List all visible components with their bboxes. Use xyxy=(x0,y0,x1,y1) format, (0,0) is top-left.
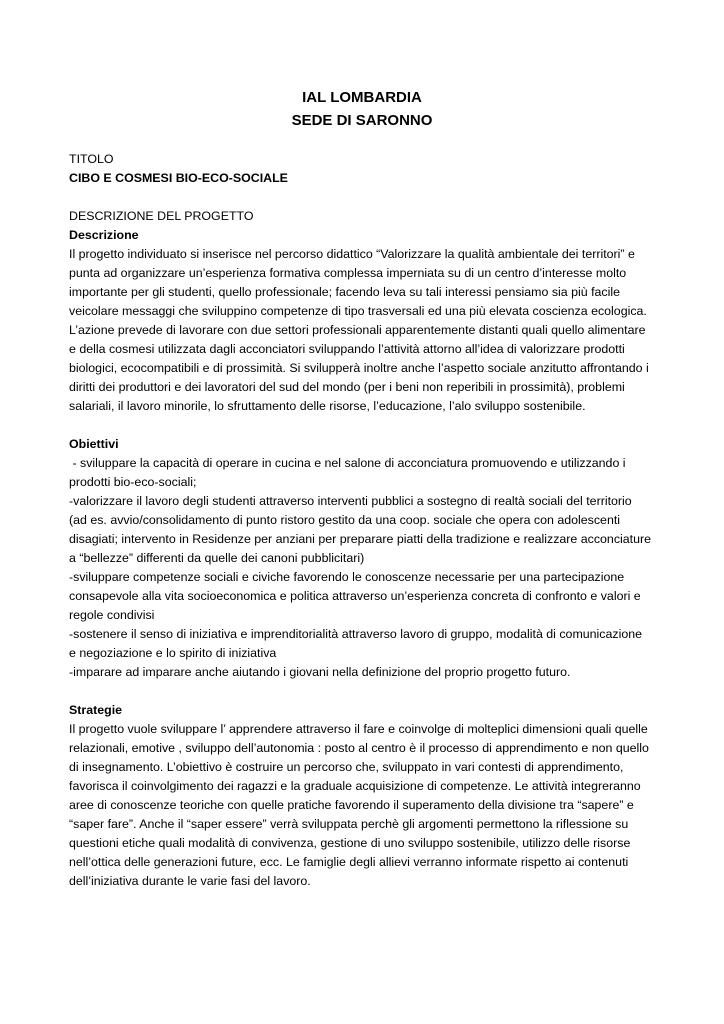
titolo-label: TITOLO xyxy=(69,152,114,166)
strategie-paragraph xyxy=(69,720,659,891)
paragraph-line: favorisca il coinvolgimento dei ragazzi e la graduale acquisizione di competenze. Le attività integreranno xyxy=(69,779,641,793)
paragraph-line: veicolare messaggi che sviluppino competenze di tipo trasversali ed una più elevata coscienza ecologica. xyxy=(69,304,647,318)
paragraph-line: aree di conoscenze teoriche con quelle pratiche favorendo il superamento della divisione tra “sapere” e xyxy=(69,798,634,812)
paragraph-line: relazionali, emotive , sviluppo dell’autonomia : posto al centro è il processo di apprendimento e non quello xyxy=(69,741,649,755)
list-line: consapevole alla vita socioeconomica e politica attraverso un’esperienza concreta di confronto e valori e xyxy=(69,589,641,603)
paragraph-line: “saper fare”. Anche il “saper essere” verrà sviluppata perchè gli argomenti permettono la riflessione su xyxy=(69,817,629,831)
list-line: a “bellezze” differenti da quelle dei canoni pubblicitari) xyxy=(69,551,365,565)
paragraph-line: dell’iniziativa durante le varie fasi del lavoro. xyxy=(69,874,311,888)
paragraph-line: nell’ottica delle generazioni future, ecc. Le famiglie degli allievi verranno informate rispetto ai contenuti xyxy=(69,855,629,869)
list-line: (ad es. avvio/consolidamento di punto ristoro gestito da una coop. sociale che opera con adolescenti xyxy=(69,513,621,527)
list-line: regole condivisi xyxy=(69,608,155,622)
paragraph-line: questioni etiche quali modalità di convivenza, gestione di uno sviluppo sostenibile, utilizzo delle risorse xyxy=(69,836,631,850)
location-subtitle: SEDE DI SARONNO xyxy=(291,112,433,129)
list-line: -sostenere il senso di iniziativa e imprenditorialità attraverso lavoro di gruppo, modalità di comunicazione xyxy=(69,627,643,641)
descrizione-heading: Descrizione xyxy=(69,228,139,242)
strategie-heading: Strategie xyxy=(69,703,123,717)
paragraph-line: L’azione prevede di lavorare con due settori professionali apparentemente distanti quali quello alimentare xyxy=(69,323,646,337)
paragraph-line: importante per gli studenti, quello professionale; facendo leva su tali interessi pensiamo sia più facile xyxy=(69,285,621,299)
paragraph-line: Il progetto vuole sviluppare l’ apprendere attraverso il fare e coinvolge di molteplici dimensioni quali quelle xyxy=(69,722,648,736)
paragraph-line: Il progetto individuato si inserisce nel percorso didattico “Valorizzare la qualità ambientale dei territori” e xyxy=(69,247,635,261)
obiettivi-list xyxy=(69,454,659,682)
list-line: -valorizzare il lavoro degli studenti attraverso interventi pubblici a sostegno di realtà sociali del territorio xyxy=(69,494,632,508)
organization-title: IAL LOMBARDIA xyxy=(302,89,422,106)
descrizione-paragraph xyxy=(69,245,659,416)
list-line: -imparare ad imparare anche aiutando i giovani nella definizione del proprio progetto futuro. xyxy=(69,665,571,679)
paragraph-line: salariali, il lavoro minorile, lo sfruttamento delle risorse, l’educazione, l’alo sviluppo sostenibile. xyxy=(69,399,586,413)
paragraph-line: punta ad organizzare un’esperienza formativa complessa imperniata su di un centro d’interesse molto xyxy=(69,266,627,280)
spacer xyxy=(69,188,659,207)
project-title: CIBO E COSMESI BIO-ECO-SOCIALE xyxy=(69,171,288,185)
spacer xyxy=(69,682,659,701)
paragraph-line: diritti dei produttori e dei lavoratori del sud del mondo (per i beni non reperibili in prossimità), problemi xyxy=(69,380,625,394)
document-body xyxy=(69,150,659,891)
list-line: e negoziazione e lo spirito di iniziativa xyxy=(69,646,277,660)
paragraph-line: biologici, ecocompatibili e di prossimità. Si svilupperà inoltre anche l’aspetto sociale anzitutto affrontando i xyxy=(69,361,649,375)
list-line: disagiati; intervento in Residenze per anziani per preparare piatti della tradizione e realizzare acconciature xyxy=(69,532,652,546)
list-line: prodotti bio-eco-sociali; xyxy=(69,475,197,489)
descrizione-progetto-label: DESCRIZIONE DEL PROGETTO xyxy=(69,209,254,223)
list-line: -sviluppare competenze sociali e civiche favorendo le conoscenze necessarie per una partecipazione xyxy=(69,570,625,584)
obiettivi-heading: Obiettivi xyxy=(69,437,119,451)
document-header xyxy=(0,86,724,132)
paragraph-line: di insegnamento. L’obiettivo è costruire un percorso che, sviluppato in vari contesti di apprendimento, xyxy=(69,760,624,774)
spacer xyxy=(69,416,659,435)
list-line: - sviluppare la capacità di operare in cucina e nel salone di acconciatura promuovendo e utilizzando i xyxy=(69,456,626,470)
paragraph-line: e della cosmesi utilizzata dagli acconciatori sviluppando l’attività attorno all’idea di valorizzare prodotti xyxy=(69,342,625,356)
